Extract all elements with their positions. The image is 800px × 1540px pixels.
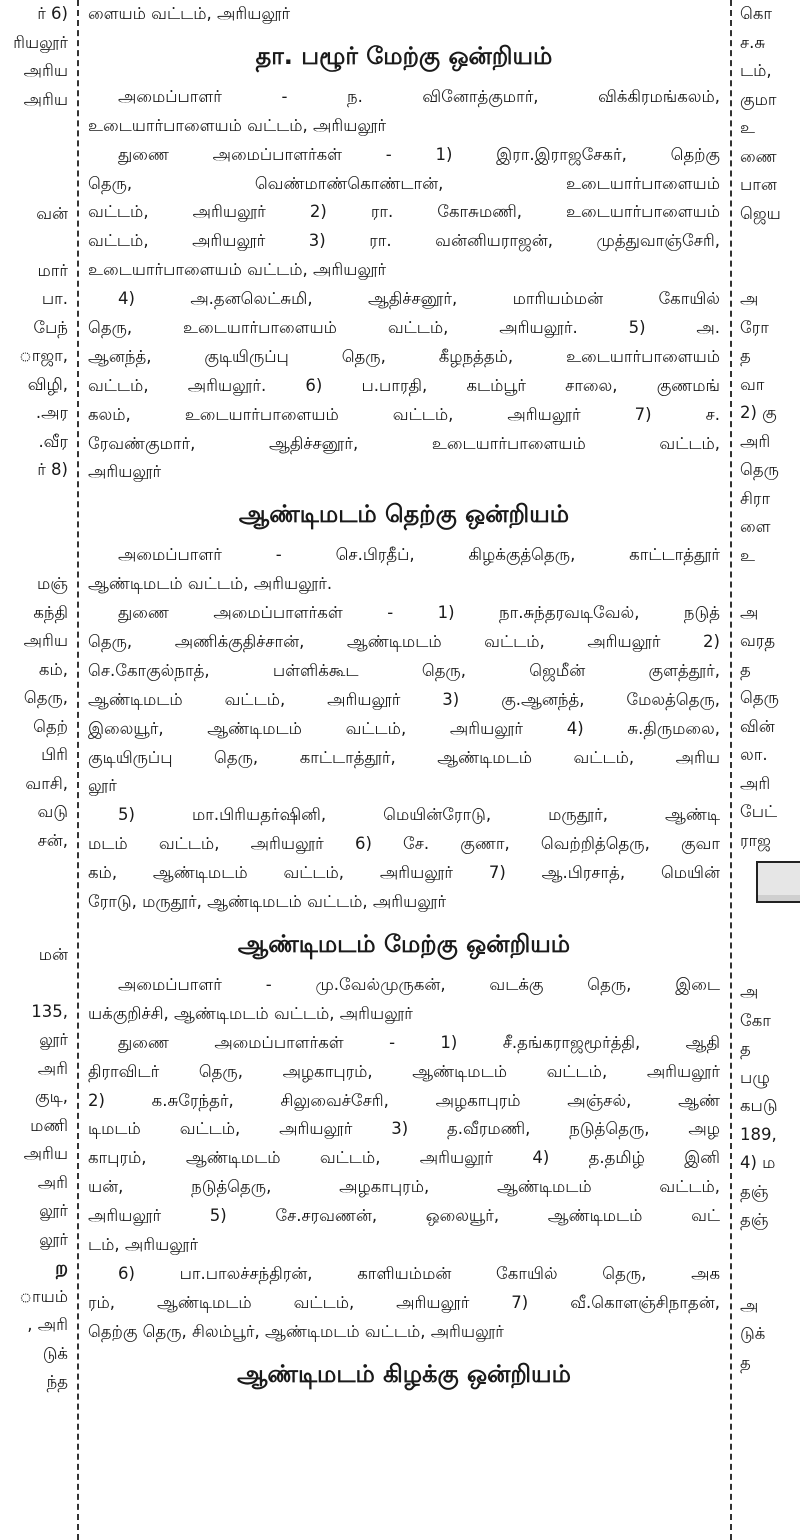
left-fragment-line: ரியலூர் <box>13 32 68 52</box>
right-fragment-line <box>740 1235 800 1264</box>
left-fragment-line: ந்த <box>46 1372 68 1391</box>
body-text-line: ரேவண்குமார், ஆதிச்சனூர், உடையார்பாளையம் வட்டம், <box>88 433 720 453</box>
body-text-line: ளையம் வட்டம், அரியலூர் <box>88 4 291 23</box>
right-fragment-line: அரி <box>740 773 771 793</box>
right-fragment-line: டுக் <box>740 1324 766 1343</box>
body-text-line: வட்டம், அரியலூர். 6) ப.பாரதி, கடம்பூர் சாலை, குணமங் <box>88 375 720 395</box>
right-fragment-line: ஜெய <box>740 203 781 223</box>
left-fragment-line: ாஜா, <box>19 346 68 365</box>
left-fragment-line: கம், <box>38 659 68 679</box>
right-fragment-line: த <box>740 1352 751 1372</box>
left-fragment-line: வன் <box>36 203 68 223</box>
body-text-line: ரம், ஆண்டிமடம் வட்டம், அரியலூர் 7) வீ.கொளஞ்சிநாதன், <box>88 1292 720 1312</box>
body-text-line: 4) அ.தனலெட்சுமி, ஆதிச்சனூர், மாரியம்மன் கோயில் <box>118 289 720 309</box>
right-fragment-line: அ <box>740 289 759 308</box>
right-fragment-line: ரோ <box>740 317 769 337</box>
right-fragment-line <box>740 570 800 599</box>
body-text-line: தெரு, அணிக்குதிச்சான், ஆண்டிமடம் வட்டம், அரியலூர் 2) <box>88 632 720 652</box>
left-fragment-line: பா. <box>41 289 68 308</box>
left-fragment-line: தெரு, <box>23 688 68 707</box>
body-text-line: அமைப்பாளர் - ந. வினோத்குமார், விக்கிரமங்கலம், <box>118 86 720 106</box>
body-text-line: திராவிடர் தெரு, அழகாபுரம், ஆண்டிமடம் வட்டம், அரியலூர் <box>88 1061 720 1081</box>
body-text-line: துணை அமைப்பாளர்கள் - 1) இரா.இராஜசேகர், தெற்கு <box>118 144 720 164</box>
left-fragment-line: ர் 6) <box>37 4 68 23</box>
right-fragment-line: டம், <box>740 61 772 80</box>
body-text-line: தெரு, வெண்மாண்கொண்டான், உடையார்பாளையம் <box>88 173 720 193</box>
left-fragment-line: அரிய <box>23 61 68 80</box>
left-fragment-line <box>0 513 68 542</box>
right-fragment-line: ச.சு <box>740 32 766 52</box>
right-fragment-line: 2) கு <box>740 403 777 422</box>
body-text-line: இலையூர், ஆண்டிமடம் வட்டம், அரியலூர் 4) சு.திருமலை, <box>88 718 720 738</box>
body-text-line: குடியிருப்பு தெரு, காட்டாத்தூர், ஆண்டிமடம் வட்டம், அரிய <box>88 747 720 767</box>
left-fragment-line <box>0 1397 68 1426</box>
right-fragment-line: தஞ் <box>740 1210 769 1229</box>
column-separator-left <box>77 0 79 1540</box>
left-fragment-line <box>0 171 68 200</box>
right-fragment-line: குமா <box>740 89 777 109</box>
right-fragment-line: ளை <box>740 517 771 536</box>
body-text-line: உடையார்பாளையம் வட்டம், அரியலூர் <box>88 260 387 280</box>
body-text-line: 5) மா.பிரியதர்ஷினி, மெயின்ரோடு, மருதூர், ஆண்டி <box>118 805 720 825</box>
right-column-fragment <box>740 0 800 1540</box>
right-fragment-line: தெரு <box>740 688 779 707</box>
left-fragment-line <box>0 485 68 514</box>
left-fragment-line: லூர் <box>39 1229 68 1249</box>
body-text-line: கம், ஆண்டிமடம் வட்டம், அரியலூர் 7) ஆ.பிரசாத், மெயின் <box>88 863 720 883</box>
left-fragment-line: .அர <box>35 403 68 422</box>
left-fragment-line: ற <box>55 1257 68 1279</box>
body-text-line: ரோடு, மருதூர், ஆண்டிமடம் வட்டம், அரியலூர் <box>88 892 447 912</box>
right-fragment-line <box>740 1263 800 1292</box>
right-fragment-line: தெரு <box>740 460 779 479</box>
left-fragment-line <box>0 969 68 998</box>
left-fragment-line: மஞ் <box>36 574 68 593</box>
left-fragment-line: .வீர <box>38 431 68 451</box>
body-text-line: காபுரம், ஆண்டிமடம் வட்டம், அரியலூர் 4) த.தமிழ் இனி <box>88 1148 720 1168</box>
right-fragment-line: வா <box>740 374 765 394</box>
right-fragment-line <box>740 228 800 257</box>
left-fragment-line <box>0 912 68 941</box>
left-fragment-line: ாயம் <box>19 1286 68 1306</box>
box-graphic <box>756 861 800 903</box>
body-text-line: டம், அரியலூர் <box>88 1234 199 1254</box>
body-text-line: ஆண்டிமடம் வட்டம், அரியலூர். <box>88 574 333 594</box>
right-fragment-line: கோ <box>740 1010 771 1030</box>
right-fragment-line: வரத <box>740 631 776 650</box>
left-fragment-line: லூர் <box>39 1201 68 1220</box>
right-fragment-line <box>740 950 800 979</box>
left-fragment-line: அரி <box>37 1172 68 1192</box>
body-text-line: கலம், உடையார்பாளையம் வட்டம், அரியலூர் 7) ச. <box>88 404 720 424</box>
left-fragment-line: வடு <box>37 802 68 821</box>
left-fragment-line <box>0 228 68 257</box>
body-text-line: யக்குறிச்சி, ஆண்டிமடம் வட்டம், அரியலூர் <box>88 1003 413 1023</box>
left-fragment-line: விழி, <box>27 374 68 394</box>
right-fragment-line <box>740 861 800 921</box>
section-heading: ஆண்டிமடம் மேற்கு ஒன்றியம் <box>237 929 571 958</box>
left-fragment-line <box>0 143 68 172</box>
left-fragment-line <box>0 114 68 143</box>
section-heading: ஆண்டிமடம் கிழக்கு ஒன்றியம் <box>237 1359 571 1388</box>
left-fragment-line: மணி <box>30 1115 68 1135</box>
right-fragment-line: ணை <box>740 146 777 166</box>
body-text-line: 6) பா.பாலச்சந்திரன், காளியம்மன் கோயில் தெரு, அக <box>118 1263 720 1283</box>
left-fragment-line: டுக் <box>42 1343 68 1363</box>
right-fragment-line: அ <box>740 1295 759 1315</box>
left-fragment-line: தெற் <box>33 716 68 736</box>
left-fragment-line: அரிய <box>23 631 68 650</box>
body-text-line: ஆனந்த், குடியிருப்பு தெரு, கீழநத்தம், உடையார்பாளையம் <box>88 346 720 366</box>
body-text-line: டிமடம் வட்டம், அரியலூர் 3) த.வீரமணி, நடுத்தெரு, அழ <box>88 1119 720 1139</box>
right-fragment-line: கொ <box>740 4 773 23</box>
right-fragment-line: அ <box>740 982 759 1001</box>
left-fragment-line: ர் 8) <box>37 460 68 479</box>
left-column-fragment <box>0 0 68 1540</box>
body-text-line: வட்டம், அரியலூர் 2) ரா. கோசுமணி, உடையார்பாளையம் <box>88 202 720 222</box>
right-fragment-line: அரி <box>740 431 771 451</box>
left-fragment-line <box>0 884 68 913</box>
right-fragment-line: பான <box>740 175 777 194</box>
right-fragment-line: சிரா <box>740 488 771 508</box>
right-fragment-line: உ <box>740 118 755 137</box>
left-fragment-line: சன், <box>37 830 68 850</box>
left-fragment-line: கந்தி <box>33 602 68 622</box>
body-text-line: அமைப்பாளர் - மு.வேல்முருகன், வடக்கு தெரு, இடை <box>118 974 720 994</box>
left-fragment-line: பேந் <box>33 317 68 337</box>
body-text-line: அமைப்பாளர் - செ.பிரதீப், கிழக்குத்தெரு, காட்டாத்தூர் <box>118 545 720 565</box>
left-fragment-line: 135, <box>31 1001 68 1021</box>
main-article-column <box>88 0 720 1540</box>
right-fragment-line: த <box>740 659 751 679</box>
left-fragment-line: மார் <box>37 260 68 280</box>
right-fragment-line: ராஜ <box>740 830 771 850</box>
left-fragment-line: அரிய <box>23 89 68 109</box>
right-fragment-line: பழு <box>740 1067 770 1087</box>
body-text-line: செ.கோகுல்நாத், பள்ளிக்கூட தெரு, ஜெமீன் குளத்தூர், <box>88 660 720 680</box>
right-fragment-line: அ <box>740 602 759 622</box>
right-fragment-line <box>740 921 800 950</box>
left-fragment-line: அரி <box>37 1058 68 1078</box>
left-fragment-line: குடி, <box>35 1087 68 1106</box>
left-fragment-line: , அரி <box>27 1315 68 1334</box>
right-fragment-line: உ <box>740 545 755 565</box>
left-fragment-line: மன் <box>38 944 68 964</box>
section-heading: தா. பழூர் மேற்கு ஒன்றியம் <box>255 41 553 70</box>
section-heading: ஆண்டிமடம் தெற்கு ஒன்றியம் <box>238 500 570 529</box>
right-fragment-line: தஞ் <box>740 1181 769 1201</box>
right-fragment-line: 189, <box>740 1124 777 1144</box>
left-fragment-line <box>0 855 68 884</box>
column-separator-right <box>730 0 732 1540</box>
right-fragment-line: 4) ம <box>740 1153 776 1172</box>
right-fragment-line: பேட் <box>740 802 778 821</box>
body-text-line: தெற்கு தெரு, சிலம்பூர், ஆண்டிமடம் வட்டம், அரியலூர் <box>88 1321 504 1341</box>
body-text-line: ஆண்டிமடம் வட்டம், அரியலூர் 3) கு.ஆனந்த், மேலத்தெரு, <box>88 689 720 709</box>
body-text-line: 2) க.சுரேந்தர், சிலுவைச்சேரி, அழகாபுரம் அஞ்சல், ஆண் <box>88 1090 720 1110</box>
body-text-line: மடம் வட்டம், அரியலூர் 6) சே. குணா, வெற்றித்தெரு, குவா <box>88 834 720 854</box>
body-text-line: துணை அமைப்பாளர்கள் - 1) சீ.தங்கராஜமூர்த்தி, ஆதி <box>118 1032 720 1052</box>
left-fragment-line: லூர் <box>39 1030 68 1049</box>
body-text-line: தெரு, உடையார்பாளையம் வட்டம், அரியலூர். 5) அ. <box>88 318 720 338</box>
right-fragment-line: லா. <box>740 745 768 764</box>
left-fragment-line: வாசி, <box>25 773 68 793</box>
body-text-line: உடையார்பாளையம் வட்டம், அரியலூர் <box>88 115 387 135</box>
body-text-line: லூர் <box>88 776 117 796</box>
body-text-line: துணை அமைப்பாளர்கள் - 1) நா.சுந்தரவடிவேல், நடுத் <box>118 603 720 623</box>
right-fragment-line: த <box>740 1039 751 1058</box>
right-fragment-line: வின் <box>740 716 775 736</box>
right-fragment-line <box>740 257 800 286</box>
body-text-line: வட்டம், அரியலூர் 3) ரா. வன்னியராஜன், முத்துவாஞ்சேரி, <box>88 231 720 251</box>
body-text-line: அரியலூர் 5) சே.சரவணன், ஒலையூர், ஆண்டிமடம் வட் <box>88 1206 720 1226</box>
right-fragment-line: த <box>740 346 751 365</box>
left-fragment-line: அரிய <box>23 1144 68 1163</box>
body-text-line: யன், நடுத்தெரு, அழகாபுரம், ஆண்டிமடம் வட்டம், <box>88 1177 720 1197</box>
body-text-line: அரியலூர் <box>88 462 162 482</box>
left-fragment-line <box>0 542 68 571</box>
right-fragment-line: கபடு <box>740 1096 778 1115</box>
left-fragment-line: பிரி <box>41 745 68 764</box>
